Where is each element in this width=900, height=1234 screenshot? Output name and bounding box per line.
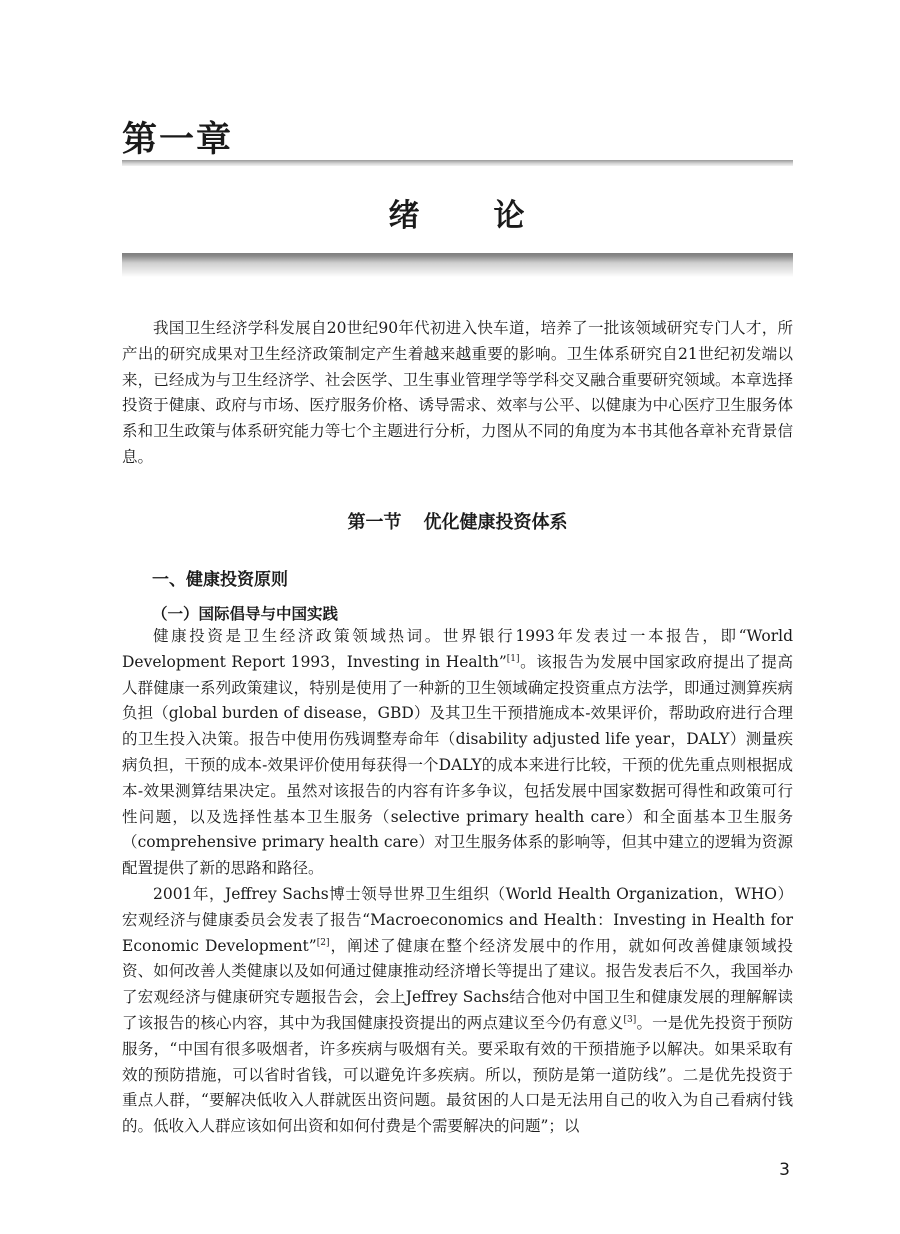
subsection-heading: 一、健康投资原则	[152, 570, 288, 590]
section-name: 优化健康投资体系	[423, 512, 568, 533]
paragraph-2-part-a: 2001年，Jeffrey Sachs博士领导世界卫生组织（World Health Organization，WHO）宏观经济与健康委员会发表了报告“Macroeconomics and Health：Investing in Health for Economic Development”	[122, 884, 793, 955]
section-number: 第一节	[347, 512, 402, 533]
paragraph-1-part-a: 健康投资是卫生经济政策领域热词。世界银行1993年发表过一本报告，即“World Development Report 1993，Investing in Health”	[122, 627, 793, 671]
chapter-bottom-rule	[122, 253, 793, 277]
intro-paragraph: 我国卫生经济学科发展自20世纪90年代初进入快车道，培养了一批该领域研究专门人才，所产出的研究成果对卫生经济政策制定产生着越来越重要的影响。卫生体系研究自21世纪初发端以来，已经成为与卫生经济学、社会医学、卫生事业管理学等学科交叉融合重要研究领域。本章选择投资于健康、政府与市场、医疗服务价格、诱导需求、效率与公平、以健康为中心医疗卫生服务体系和卫生政策与体系研究能力等七个主题进行分析，力图从不同的角度为本书其他各章补充背景信息。	[122, 319, 793, 466]
body-text	[122, 624, 793, 1140]
citation-3: [3]	[623, 1014, 637, 1025]
chapter-title-part1: 绪	[388, 198, 422, 234]
citation-1: [1]	[506, 653, 520, 664]
citation-2: [2]	[316, 937, 330, 948]
chapter-title-part2: 论	[493, 198, 527, 234]
paragraph-2	[122, 882, 793, 1140]
page-number: 3	[779, 1160, 790, 1180]
paragraph-2-part-c: 。一是优先投资于预防服务，“中国有很多吸烟者，许多疾病与吸烟有关。要采取有效的干预措施予以解决。如果采取有效的预防措施，可以省时省钱，可以避免许多疾病。所以，预防是第一道防线”。二是优先投资于重点人群，“要解决低收入人群就医出资问题。最贫困的人口是无法用自己的收入为自己看病付钱的。低收入人群应该如何出资和如何付费是个需要解决的问题”；以	[122, 1013, 793, 1136]
chapter-top-rule	[122, 160, 793, 166]
intro-text	[122, 316, 793, 471]
paragraph-2-part-b: ，阐述了健康在整个经济发展中的作用，就如何改善健康领域投资、如何改善人类健康以及如何通过健康推动经济增长等提出了建议。报告发表后不久，我国举办了宏观经济与健康研究专题报告会，会上Jeffrey Sachs结合他对中国卫生和健康发展的理解解读了该报告的核心内容，其中为我国健康投资提出的两点建议至今仍有意义	[122, 936, 793, 1032]
section-title	[122, 508, 793, 534]
paragraph-1-part-b: 。该报告为发展中国家政府提出了提高人群健康一系列政策建议，特别是使用了一种新的卫生领域确定投资重点方法学，即通过测算疾病负担（global burden of disease，GBD）及其卫生干预措施成本-效果评价，帮助政府进行合理的卫生投入决策。报告中使用伤残调整寿命年（disability adjusted life year，DALY）测量疾病负担，干预的成本-效果评价使用每获得一个DALY的成本来进行比较，干预的优先重点则根据成本-效果测算结果决定。虽然对该报告的内容有许多争议，包括发展中国家数据可得性和政策可行性问题，以及选择性基本卫生服务（selective primary health care）和全面基本卫生服务（comprehensive primary health care）对卫生服务体系的影响等，但其中建立的逻辑为资源配置提供了新的思路和路径。	[122, 652, 793, 878]
sub-subsection-heading: （一）国际倡导与中国实践	[152, 605, 339, 623]
paragraph-1	[122, 624, 793, 882]
chapter-title	[122, 190, 793, 235]
chapter-label: 第一章	[122, 120, 234, 160]
